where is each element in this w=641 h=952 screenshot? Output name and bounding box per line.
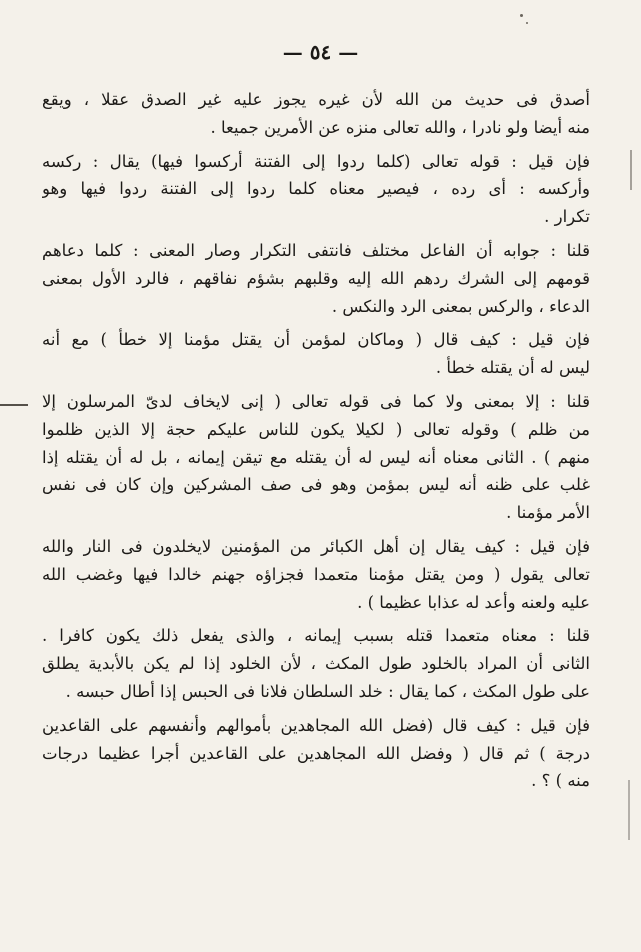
scan-speck	[520, 14, 523, 17]
text-line: قومهم إلى الشرك ردهم الله إليه وقلبهم بشؤم نفاقهم ، فالرد الأول بمعنى	[42, 268, 590, 288]
text-line: قلنا : معناه متعمدا قتله بسبب إيمانه ، والذى يفعل ذلك يكون كافرا .	[42, 626, 590, 646]
paragraph-2	[42, 148, 590, 231]
paragraph-8	[42, 712, 590, 795]
text-line: فإن قيل : كيف قال (فضل الله المجاهدين بأموالهم وأنفسهم على القاعدين	[42, 715, 590, 735]
text-line: قلنا : إلا بمعنى ولا كما فى قوله تعالى ( إنى لايخاف لدىّ المرسلون إلا	[42, 391, 590, 411]
text-line: قلنا : جوابه أن الفاعل مختلف فانتفى التكرار وصار المعنى : كلما دعاهم	[42, 240, 590, 260]
paragraph-1	[42, 86, 590, 142]
page-body	[42, 86, 590, 801]
text-line: منهم ) . الثانى معناه أنه ليس له أن يقتله مع تيقن إيمانه ، بل له أن يقتله إذا	[42, 447, 590, 467]
text-line: منه أيضا ولو نادرا ، والله تعالى منزه عن الأمرين جميعا .	[210, 117, 590, 137]
scan-speck	[526, 22, 528, 24]
text-line: فإن قيل : قوله تعالى (كلما ردوا إلى الفتنة أركسوا فيها) يقال : ركسه	[42, 151, 590, 171]
paragraph-6	[42, 533, 590, 616]
text-line: الثانى أن المراد بالخلود طول المكث ، لأن الخلود إذا لم يكن بالأبدية يطلق	[42, 654, 590, 674]
text-line: تعالى يقول ( ومن يقتل مؤمنا متعمدا فجزاؤه جهنم خالدا فيها وغضب الله	[42, 564, 590, 584]
text-line: الدعاء ، والركس بمعنى الرد والنكس .	[331, 296, 590, 316]
text-line: درجة ) ثم قال ( وفضل الله المجاهدين على القاعدين أجرا عظيما درجات	[42, 743, 590, 763]
paragraph-4	[42, 326, 590, 382]
paragraph-7	[42, 622, 590, 705]
text-line: غلب على ظنه أنه ليس بمؤمن وهو فى صف المشركين وإن كان فى نفس	[42, 475, 590, 495]
text-line: الأمر مؤمنا .	[506, 503, 590, 523]
scan-edge-mark	[630, 150, 632, 190]
text-line: على طول المكث ، كما يقال : خلد السلطان فلانا فى الحبس إذا أطال حبسه .	[65, 681, 590, 701]
scan-edge-mark	[628, 780, 630, 840]
text-line: ليس له أن يقتله خطأ .	[435, 358, 590, 378]
text-line: أصدق فى حديث من الله لأن غيره يجوز عليه غير الصدق عقلا ، ويقع	[42, 90, 590, 109]
text-line: منه ) ؟ .	[531, 771, 590, 791]
text-line: عليه ولعنه وأعد له عذابا عظيما ) .	[357, 592, 590, 612]
page-number: — ٥٤ —	[282, 40, 359, 64]
text-line: فإن قيل : كيف يقال إن أهل الكبائر من المؤمنين لايخلدون فى النار والله	[42, 536, 590, 556]
text-line: وأركسه : أى رده ، فيصير معناه كلما ردوا إلى الفتنة ردوا فيها وهو	[42, 179, 590, 199]
text-line: تكرار .	[544, 207, 590, 227]
scan-edge-mark	[0, 404, 28, 406]
text-line: من ظلم ) وقوله تعالى ( لكيلا يكون للناس عليكم حجة إلا الذين ظلموا	[42, 419, 590, 439]
paragraph-5	[42, 388, 590, 527]
text-line: فإن قيل : كيف قال ( وماكان لمؤمن أن يقتل مؤمنا إلا خطأ ) مع أنه	[42, 330, 590, 350]
paragraph-3	[42, 237, 590, 320]
